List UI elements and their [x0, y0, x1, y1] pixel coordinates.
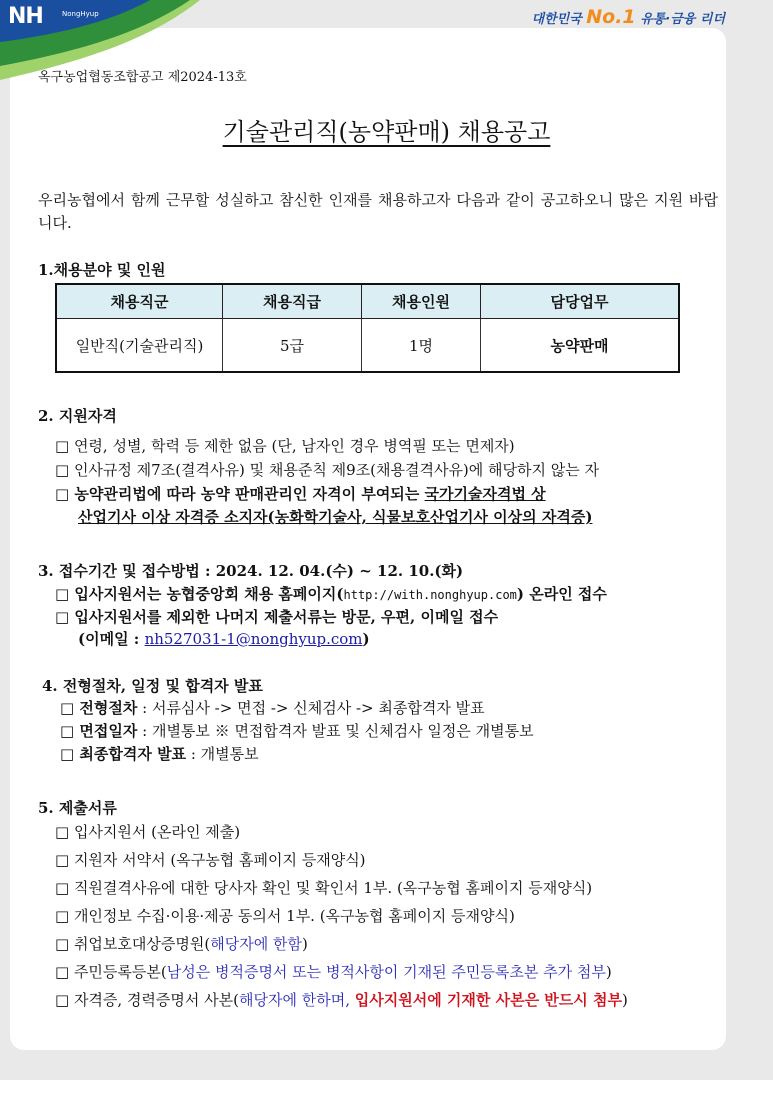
table-header: 채용인원 — [362, 284, 481, 319]
list-item-note: 해당자에 한하며, — [239, 991, 355, 1009]
intro-paragraph: 우리농협에서 함께 근무할 성실하고 참신한 인재를 채용하고자 다음과 같이 공고하오니 많은 지원 바랍니다. — [38, 191, 718, 232]
slogan-post: 유통·금융 리더 — [640, 12, 725, 27]
logo-text: NH — [8, 4, 43, 29]
table-header-row — [56, 284, 679, 319]
email-link[interactable]: nh527031-1@nonghyup.com — [144, 630, 363, 648]
section3-heading-text: 3. 접수기간 및 접수방법 : 2024. 12. 04.(수) ~ 12. 10.(화) — [38, 562, 464, 580]
slogan-pre: 대한민국 — [531, 12, 582, 27]
list-item: □ 입사지원서 (온라인 제출) — [55, 823, 241, 841]
list-item — [55, 933, 308, 954]
list-item-text: ) — [605, 963, 612, 981]
jobs-table — [55, 283, 680, 373]
bottom-strip — [0, 1080, 773, 1100]
email-close: ) — [362, 630, 370, 648]
table-row — [56, 319, 679, 373]
list-item: □ 인사규정 제7조(결격사유) 및 채용준칙 제9조(채용결격사유)에 해당하지 않는 자 — [55, 461, 600, 479]
section1-heading: 1.채용분야 및 인원 — [38, 261, 166, 279]
list-item-continuation: 산업기사 이상 자격증 소지자(농화학기술사, 식물보호산업기사 이상의 자격증) — [78, 508, 593, 526]
list-item-note: 남성은 병적증명서 또는 병적사항이 기재된 주민등록초본 추가 첨부 — [166, 963, 606, 981]
table-cell: 농약판매 — [481, 319, 680, 373]
list-item — [55, 583, 607, 604]
slogan-no1: No.1 — [586, 6, 636, 28]
list-item-label: □ 최종합격자 발표 — [60, 745, 187, 763]
table-cell: 5급 — [223, 319, 362, 373]
list-item-underlined: 국가기술자격법 상 — [424, 485, 546, 503]
list-item-label: □ 전형절차 — [60, 699, 138, 717]
section4-heading: 4. 전형절차, 일정 및 합격자 발표 — [42, 677, 263, 695]
list-item-text: □ 농약관리법에 따라 농약 판매관리인 자격이 부여되는 — [55, 485, 425, 503]
list-item: □ 개인정보 수집·이용·제공 동의서 1부. (옥구농협 홈페이지 등재양식) — [55, 907, 515, 925]
section2-heading: 2. 지원자격 — [38, 407, 117, 425]
email-line — [78, 628, 370, 649]
table-header: 채용직군 — [56, 284, 223, 319]
table-header: 담당업무 — [481, 284, 680, 319]
homepage-url-link[interactable]: http://with.nonghyup.com — [343, 588, 517, 602]
page-title: 기술관리직(농약판매) 채용공고 — [222, 118, 551, 146]
list-item — [55, 961, 612, 982]
list-item-text: □ 주민등록등본( — [55, 963, 167, 981]
list-item — [55, 989, 628, 1010]
list-item — [60, 743, 259, 764]
list-item-label: □ 면접일자 — [60, 722, 138, 740]
list-item-text: ) — [301, 935, 308, 953]
section3-heading — [38, 560, 463, 581]
list-item-note: 해당자에 한함 — [210, 935, 302, 953]
list-item-text: □ 입사지원서는 농협중앙회 채용 홈페이지( — [55, 585, 344, 603]
list-item-text: ) 온라인 접수 — [516, 585, 607, 603]
list-item-text: : 서류심사 -> 면접 -> 신체검사 -> 최종합격자 발표 — [137, 699, 485, 717]
list-item-text: □ 취업보호대상증명원( — [55, 935, 211, 953]
list-item: □ 직원결격사유에 대한 당사자 확인 및 확인서 1부. (옥구농협 홈페이지 등재양식) — [55, 879, 593, 897]
document-number: 옥구농업협동조합공고 제2024-13호 — [38, 70, 247, 85]
list-item: □ 연령, 성별, 학력 등 제한 없음 (단, 남자인 경우 병역필 또는 면제자) — [55, 437, 515, 455]
section5-heading: 5. 제출서류 — [38, 799, 117, 817]
table-cell: 일반직(기술관리직) — [56, 319, 223, 373]
list-item-warning: 입사지원서에 기재한 사본은 반드시 첨부 — [354, 991, 622, 1009]
list-item — [55, 483, 546, 504]
list-item: □ 입사지원서를 제외한 나머지 제출서류는 방문, 우편, 이메일 접수 — [55, 608, 499, 626]
table-cell: 1명 — [362, 319, 481, 373]
list-item-text: : 개별통보 — [186, 745, 259, 763]
list-item — [60, 720, 534, 741]
slogan — [531, 6, 725, 28]
list-item: □ 지원자 서약서 (옥구농협 홈페이지 등재양식) — [55, 851, 366, 869]
table-header: 채용직급 — [223, 284, 362, 319]
list-item-text: □ 자격증, 경력증명서 사본( — [55, 991, 239, 1009]
logo-subtext: NongHyup — [62, 10, 99, 18]
list-item — [60, 697, 485, 718]
list-item-text: : 개별통보 ※ 면접합격자 발표 및 신체검사 일정은 개별통보 — [137, 722, 534, 740]
list-item-text: ) — [621, 991, 628, 1009]
email-label: (이메일 : — [78, 630, 145, 648]
